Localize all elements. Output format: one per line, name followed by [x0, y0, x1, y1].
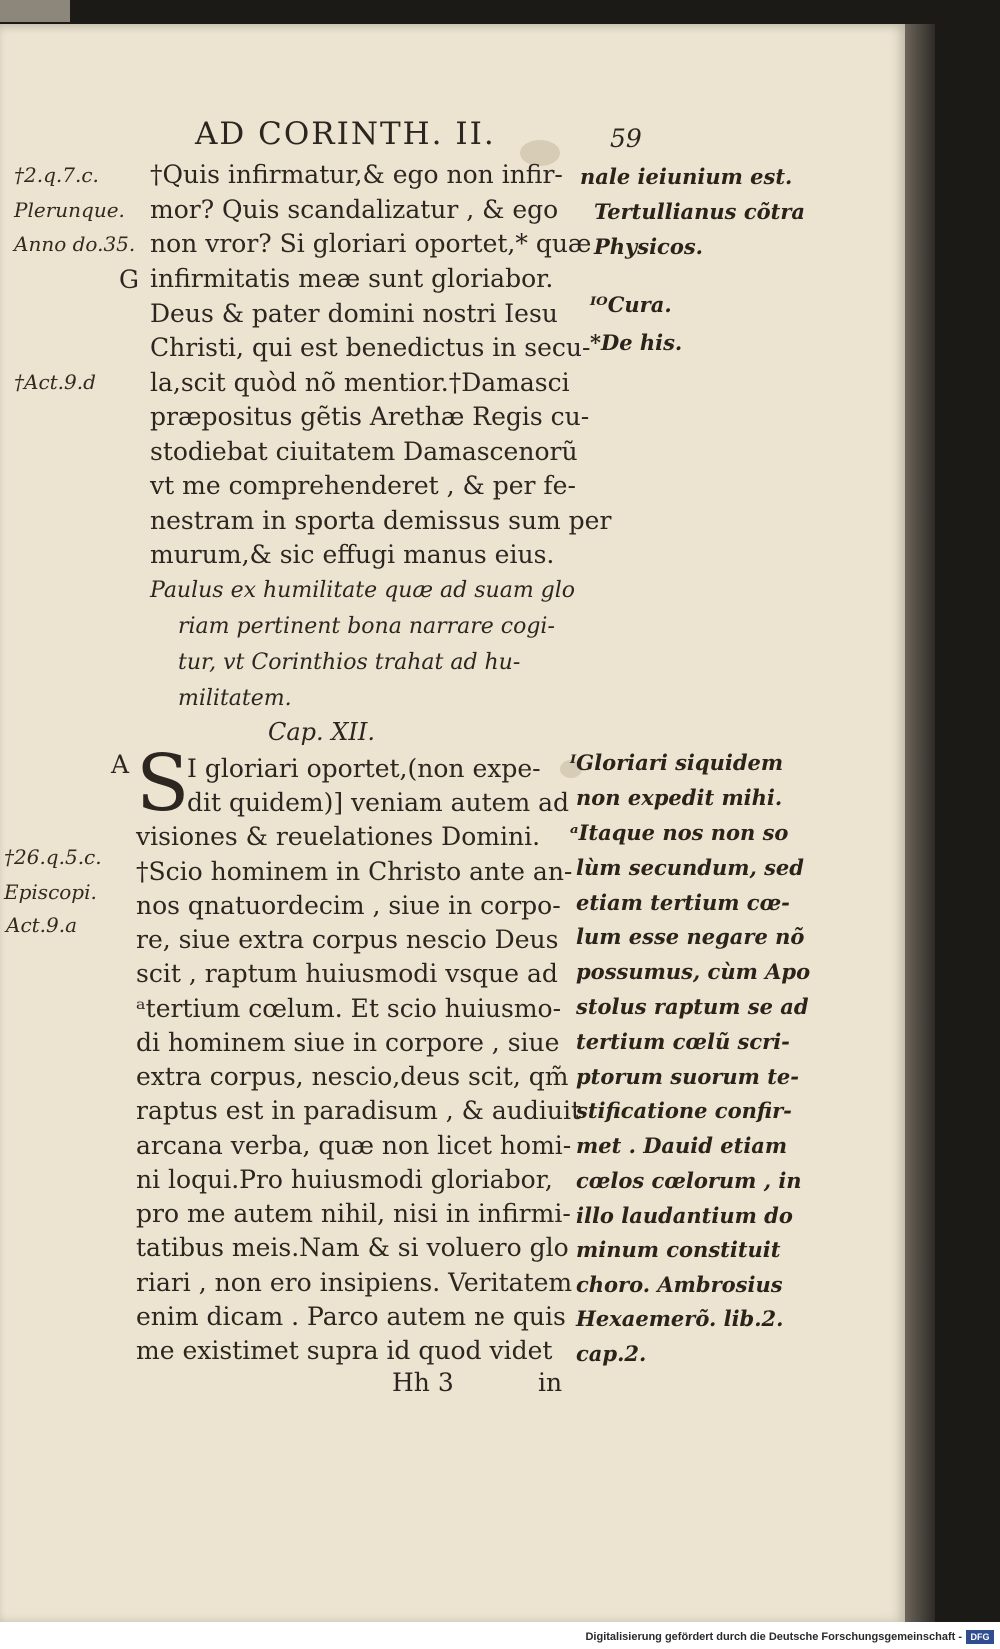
text-line: nos qnatuordecim , siue in corpo-	[136, 891, 561, 920]
margin-note: nale ieiunium est.	[580, 164, 793, 189]
margin-note: Act.9.a	[6, 913, 78, 937]
margin-note: †26.q.5.c.	[4, 845, 102, 869]
margin-note: choro. Ambrosius	[576, 1272, 783, 1297]
text-line: tatibus meis.Nam & si voluero glo	[136, 1233, 569, 1262]
margin-note: *De his.	[590, 330, 683, 355]
text-line: non vror? Si gloriari oportet,* quæ	[150, 229, 592, 258]
text-line: Deus & pater domini nostri Iesu	[150, 299, 558, 328]
text-line: †Quis infirmatur,& ego non infir-	[150, 160, 563, 189]
margin-note: Hexaemerõ. lib.2.	[576, 1306, 784, 1331]
chapter-summary-line: tur, vt Corinthios trahat ad hu-	[178, 650, 521, 675]
margin-note: cœlos cœlorum , in	[576, 1168, 802, 1193]
section-letter: G	[119, 265, 139, 294]
text-line: pro me autem nihil, nisi in infirmi-	[136, 1199, 571, 1228]
text-line: præpositus gẽtis Arethæ Regis cu-	[150, 402, 590, 431]
margin-note: ᴵᴼCura.	[590, 292, 672, 317]
margin-note: illo laudantium do	[576, 1203, 793, 1228]
text-line: re, siue extra corpus nescio Deus	[136, 925, 559, 954]
section-letter: A	[111, 750, 130, 779]
margin-note: Physicos.	[594, 234, 703, 259]
dfg-logo: DFG	[966, 1630, 994, 1644]
text-line: riari , non ero insipiens. Veritatem	[136, 1268, 573, 1297]
text-line: Christi, qui est benedictus in secu-	[150, 333, 591, 362]
margin-note: ptorum suorum te-	[576, 1064, 799, 1089]
text-line: raptus est in paradisum , & audiuit	[136, 1096, 582, 1125]
text-line: me existimet supra id quod videt	[136, 1336, 553, 1365]
page-edge-shadow	[905, 24, 935, 1622]
margin-note: ᵃItaque nos non so	[570, 820, 789, 845]
text-line: murum,& sic effugi manus eius.	[150, 540, 555, 569]
drop-cap: S	[136, 739, 190, 829]
margin-note: non expedit mihi.	[576, 785, 783, 810]
text-line: enim dicam . Parco autem ne quis	[136, 1302, 566, 1331]
page-number: 59	[610, 124, 642, 153]
text-line: nestram in sporta demissus sum per	[150, 506, 612, 535]
text-line: †Scio hominem in Christo ante an-	[136, 857, 573, 886]
margin-note: possumus, cùm Apo	[576, 959, 811, 984]
text-line: di hominem siue in corpore , siue	[136, 1028, 560, 1057]
margin-note: minum constituit	[576, 1237, 781, 1262]
margin-note: stificatione confir-	[576, 1098, 792, 1123]
text-line: I gloriari oportet,(non expe-	[187, 754, 541, 783]
text-line: dit quidem)] veniam autem ad	[187, 788, 570, 817]
margin-note: met . Dauid etiam	[576, 1133, 788, 1158]
text-line: mor? Quis scandalizatur , & ego	[150, 195, 559, 224]
chapter-summary-line: Paulus ex humilitate quæ ad suam glo	[150, 578, 576, 603]
text-line: extra corpus, nescio,deus scit, qm̃	[136, 1062, 569, 1091]
margin-note: Plerunque.	[14, 198, 125, 222]
margin-note: Episcopi.	[4, 880, 97, 904]
margin-note: stolus raptum se ad	[576, 994, 809, 1019]
text-line: arcana verba, quæ non licet homi-	[136, 1131, 572, 1160]
margin-note: Anno do.35.	[14, 232, 136, 256]
margin-note: lum esse negare nõ	[576, 924, 805, 949]
margin-note: cap.2.	[576, 1341, 647, 1366]
margin-note: †2.q.7.c.	[14, 163, 99, 187]
margin-note: etiam tertium cœ-	[576, 890, 790, 915]
text-line: visiones & reuelationes Domini.	[136, 822, 541, 851]
text-line: stodiebat ciuitatem Damascenorũ	[150, 437, 578, 466]
margin-note: lùm secundum, sed	[576, 855, 804, 880]
text-line: ᵃtertium cœlum. Et scio huiusmo-	[136, 994, 562, 1023]
signature-mark: Hh 3	[392, 1368, 454, 1397]
text-line: ni loqui.Pro huiusmodi gloriabor,	[136, 1165, 553, 1194]
running-header: AD CORINTH. II.	[195, 116, 496, 152]
catchword: in	[538, 1368, 563, 1397]
margin-note: †Act.9.d	[14, 370, 96, 394]
chapter-summary-line: riam pertinent bona narrare cogi-	[178, 614, 555, 639]
text-line: la,scit quòd nõ mentior.†Damasci	[150, 368, 570, 397]
digitization-credit: Digitalisierung gefördert durch die Deutsche Forschungsgemeinschaft -	[585, 1631, 962, 1643]
margin-note: Tertullianus cõtra	[594, 199, 805, 224]
text-line: scit , raptum huiusmodi vsque ad	[136, 959, 558, 988]
scan-corner-mark	[0, 0, 70, 22]
margin-note: tertium cœlũ scri-	[576, 1029, 790, 1054]
margin-note: ᴵGloriari siquidem	[570, 750, 784, 775]
text-line: infirmitatis meæ sunt gloriabor.	[150, 264, 554, 293]
chapter-summary-line: militatem.	[178, 686, 292, 711]
text-line: vt me comprehenderet , & per fe-	[150, 471, 576, 500]
chapter-heading: Cap. XII.	[268, 718, 375, 746]
